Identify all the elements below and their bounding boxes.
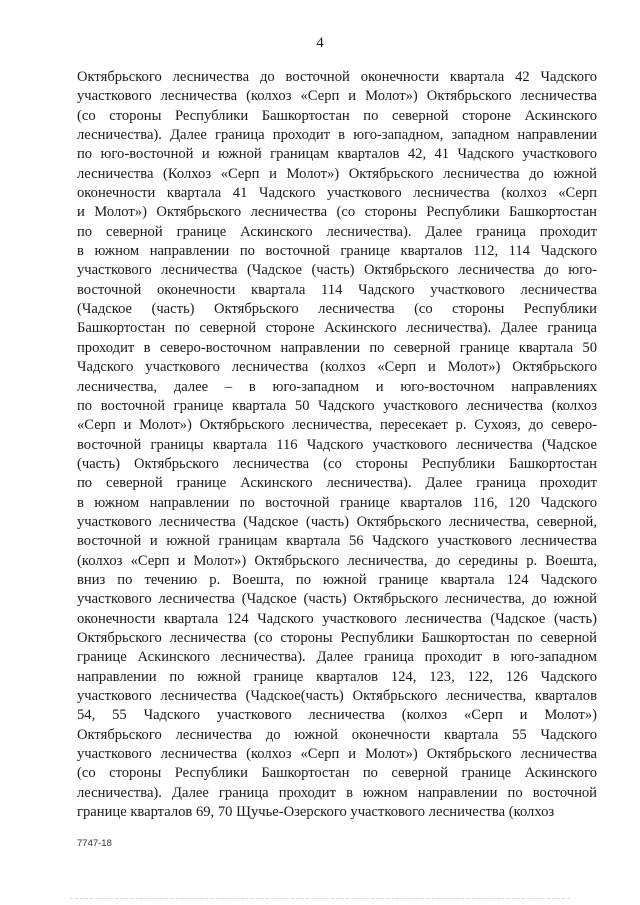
text-line: по юго-восточной и южной границам кварталов 42, 41 Чадского участкового xyxy=(77,146,597,163)
text-line: проходит в северо-восточном направлении по северной границе квартала 50 xyxy=(77,339,597,356)
text-line: Октябрьского лесничества (со стороны Республики Башкортостан по северной xyxy=(77,629,597,646)
text-line: вниз по течению р. Воешта, по южной границе квартала 124 Чадского xyxy=(77,571,597,588)
text-line: восточной границы квартала 116 Чадского участкового лесничества (Чадское xyxy=(77,436,597,453)
text-line: (со стороны Республики Башкортостан по северной границе Аскинского xyxy=(77,765,597,782)
text-line: по восточной границе квартала 50 Чадского участкового лесничества (колхоз xyxy=(77,397,597,414)
text-line: участкового лесничества (колхоз «Серп и Молот») Октябрьского лесничества xyxy=(77,746,597,763)
text-line: (Чадское (часть) Октябрьского лесничества (со стороны Республики xyxy=(77,301,597,318)
text-line: и Молот») Октябрьского лесничества (со стороны Республики Башкортостан xyxy=(77,204,597,221)
text-line: (часть) Октябрьского лесничества (со стороны Республики Башкортостан xyxy=(77,455,597,472)
text-line: участкового лесничества (Чадское (часть) Октябрьского лесничества, северной, xyxy=(77,513,597,530)
text-line: восточной оконечности квартала 114 Чадского участкового лесничества xyxy=(77,281,597,298)
text-line: Октябрьского лесничества до восточной оконечности квартала 42 Чадского xyxy=(77,69,597,85)
text-line: (со стороны Республики Башкортостан по северной стороне Аскинского xyxy=(77,107,597,124)
text-line: участкового лесничества (Чадское(часть) Октябрьского лесничества, кварталов xyxy=(77,688,597,704)
text-line: оконечности квартала 41 Чадского участкового лесничества (колхоз «Серп xyxy=(77,185,597,202)
text-line: (колхоз «Серп и Молот») Октябрьского лесничества, до середины р. Воешта, xyxy=(77,552,597,569)
text-line: участкового лесничества (Чадское (часть) Октябрьского лесничества, до южной xyxy=(77,591,597,608)
text-line: в южном направлении по восточной границе кварталов 112, 114 Чадского xyxy=(77,243,597,260)
page-number: 4 xyxy=(316,35,324,51)
text-line: оконечности квартала 124 Чадского участкового лесничества (Чадское (часть) xyxy=(77,610,597,627)
text-line: Башкортостан по северной стороне Аскинского лесничества). Далее граница xyxy=(77,320,597,337)
text-line: в южном направлении по восточной границе кварталов 116, 120 Чадского xyxy=(77,494,597,511)
text-line: участкового лесничества (Чадское (часть) Октябрьского лесничества до юго- xyxy=(77,262,597,279)
body-text xyxy=(77,68,597,822)
text-line: лесничества). Далее граница проходит в южном направлении по восточной xyxy=(77,784,597,801)
text-line: по северной границе Аскинского лесничества). Далее граница проходит xyxy=(77,223,597,240)
text-line: границе кварталов 69, 70 Щучье-Озерского участкового лесничества (колхоз xyxy=(77,804,555,821)
text-line: 54, 55 Чадского участкового лесничества (колхоз «Серп и Молот») xyxy=(77,707,597,724)
text-line: «Серп и Молот») Октябрьского лесничества, пересекает р. Сухояз, до северо- xyxy=(77,417,597,434)
text-line: Чадского участкового лесничества (колхоз «Серп и Молот») Октябрьского xyxy=(77,359,597,376)
text-line: восточной и южной границам квартала 56 Чадского участкового лесничества xyxy=(77,533,597,550)
text-line: участкового лесничества (колхоз «Серп и Молот») Октябрьского лесничества xyxy=(77,88,597,105)
text-line: лесничества, далее – в юго-западном и юго-восточном направлениях xyxy=(77,378,597,395)
document-code: 7747-18 xyxy=(77,838,112,849)
text-line: по северной границе Аскинского лесничества). Далее граница проходит xyxy=(77,475,597,492)
scan-edge-divider xyxy=(70,898,570,899)
text-line: направлении по южной границе кварталов 124, 123, 122, 126 Чадского xyxy=(77,668,597,685)
text-line: Октябрьского лесничества до южной оконечности квартала 55 Чадского xyxy=(77,726,597,743)
text-line: границе Аскинского лесничества). Далее граница проходит в юго-западном xyxy=(77,649,597,666)
text-line: лесничества (Колхоз «Серп и Молот») Октябрьского лесничества до южной xyxy=(77,165,597,182)
text-line: лесничества). Далее граница проходит в юго-западном, западном направлении xyxy=(77,127,597,144)
